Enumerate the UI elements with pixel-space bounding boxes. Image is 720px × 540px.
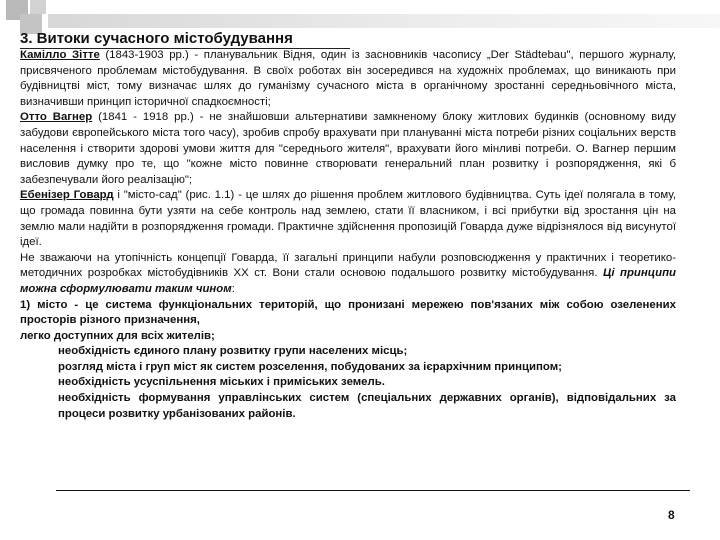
slide-body [20,48,676,422]
paragraph-text: (1841 - 1918 рр.) - не знайшовши альтернативи замкненому блоку житлових будинків (основному виду забудови європейського міста того часу), зробив спробу врахувати при плануванні міста потреби різних соціальних верств населення і створити здорові умови життя для "середнього жителя", врахувати його мінливі потреби. О. Вагнер першим висловив думку про те, що "кожне місто повинне створювати генеральний план розвитку і розпорядження, які б забезпечували його реалізацію"; [20,111,677,186]
header-decoration-square [30,0,46,14]
paragraph-sitte [20,48,676,110]
person-name-wagner: Отто Вагнер [20,111,93,124]
person-name-sitte: Каміллo Зітте [20,49,100,61]
header-decoration-band [48,14,720,28]
principle-1: 1) місто - це система функціональних територій, що пронизані мережею пов'язаних між собою озеленених просторів різного призначення, [20,298,676,327]
principle-bullet: необхідність єдиного плану розвитку групи населених місць; [58,345,408,358]
footer-rule [56,490,690,491]
slide-title: 3. Витоки сучасного містобудування [20,30,293,47]
paragraph-text: Не зважаючи на утопічність концепції Говарда, її загальні принципи набули розповсюдження у практичних і теоретико-методичних розробках містобудівників XX ст. Вони стали основою подальшого розвитку містобудування. [20,251,676,280]
principle-bullet: необхідність усуспільнення міських і приміських земель. [58,376,385,389]
paragraph-tail: : [231,282,235,295]
person-name-howard: Ебенізер Говард [20,189,114,202]
principle-bullet: розгляд міста і груп міст як систем розселення, побудованих за ієрархічним принципом; [58,360,562,373]
paragraph-text: і "місто-сад" (рис. 1.1) - це шлях до рішення проблем житлового будівництва. Суть ідеї полягала в тому, що громада повинна бути узяти на себе контроль над землею, стати її власником, і всі прибутки від зростання цін на землю мали надійти в розпорядження громади. Практичне здійснення пропозицій Говарда дуже відрізнялося від висунутої ідеї. [20,189,676,249]
page-number: 8 [668,508,675,522]
paragraph-influence [20,251,676,298]
paragraph-text: (1843-1903 рр.) - планувальник Відня, один із засновників часопису „Der Städtebau", першого журналу, присвяченого проблемам містобудування. В своїх роботах він зосередився на художніх проблемах, що виникають при будівництві міст, тому визначає шлях до гуманізму сучасного міста в органічному зростанні середньовічного міста, визначивши принцип історичної спадкоємності; [20,49,677,108]
principle-bullet: необхідність формування управлінських систем (спеціальних державних органів), відповідальних за процеси розвитку урбанізованих районів. [58,392,676,420]
principle-1-continuation: легко доступних для всіх жителів; [20,329,215,342]
principles-lead-in: Ці принципи можна сформулювати таким чином [20,267,676,295]
paragraph-wagner [20,110,676,188]
paragraph-howard [20,188,676,250]
